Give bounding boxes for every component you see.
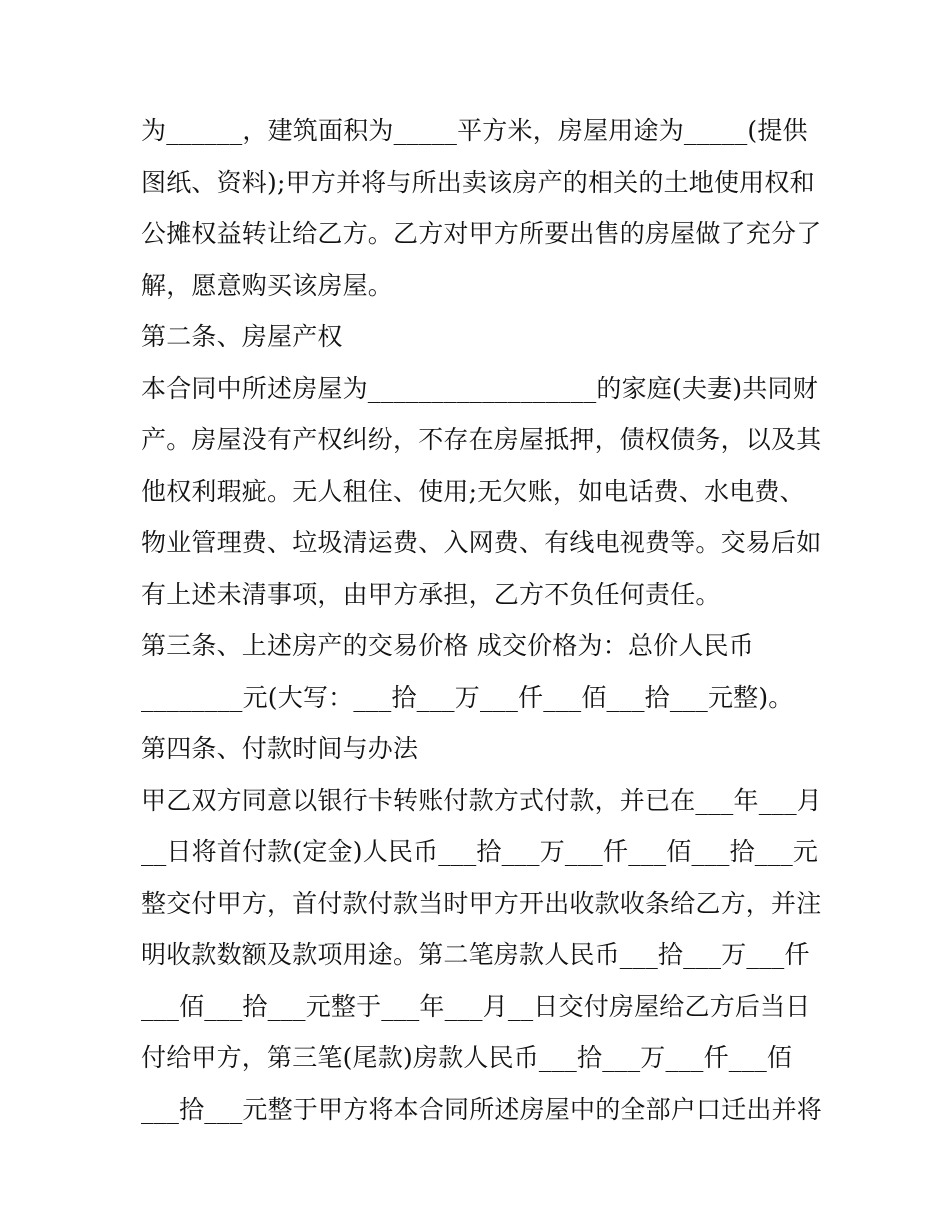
text-line: 明收款数额及款项用途。第二笔房款人民币___拾___万___仟 [141, 940, 810, 969]
text-line: 为______，建筑面积为_____平方米，房屋用途为_____(提供 [141, 116, 808, 145]
text-line: 解，愿意购买该房屋。 [141, 270, 394, 300]
text-line: 产。房屋没有产权纠纷，不存在房屋抵押，债权债务，以及其 [141, 425, 822, 454]
text-line: 付给甲方，第三笔(尾款)房款人民币___拾___万___仟___佰 [141, 1043, 793, 1072]
text-line: 他权利瑕疵。无人租住、使用;无欠账，如电话费、水电费、 [141, 476, 805, 506]
document-body [141, 105, 821, 1135]
text-line: __日将首付款(定金)人民币___拾___万___仟___佰___拾___元 [141, 837, 819, 866]
text-line: 有上述未清事项，由甲方承担，乙方不负任何责任。 [141, 579, 721, 609]
text-line: ___佰___拾___元整于___年___月__日交付房屋给乙方后当日 [141, 991, 811, 1021]
section-heading: 第二条、房屋产权 [141, 322, 343, 351]
section-heading: 第三条、上述房产的交易价格 成交价格为：总价人民币 [141, 631, 754, 660]
text-line: 图纸、资料);甲方并将与所出卖该房产的相关的土地使用权和 [141, 167, 815, 197]
text-line: 公摊权益转让给乙方。乙方对甲方所要出售的房屋做了充分了 [141, 219, 822, 248]
text-line: 本合同中所述房屋为__________________的家庭(夫妻)共同财 [141, 373, 818, 403]
text-line: ________元(大写：___拾___万___仟___佰___拾___元整)。 [141, 682, 794, 712]
text-line: 整交付甲方，首付款付款当时甲方开出收款收条给乙方，并注 [141, 888, 822, 918]
text-line: ___拾___元整于甲方将本合同所述房屋中的全部户口迁出并将 [141, 1094, 823, 1124]
text-line: 物业管理费、垃圾清运费、入网费、有线电视费等。交易后如 [141, 528, 822, 557]
text-line: 甲乙双方同意以银行卡转账付款方式付款，并已在___年___月 [141, 785, 823, 815]
section-heading: 第四条、付款时间与办法 [141, 734, 419, 763]
